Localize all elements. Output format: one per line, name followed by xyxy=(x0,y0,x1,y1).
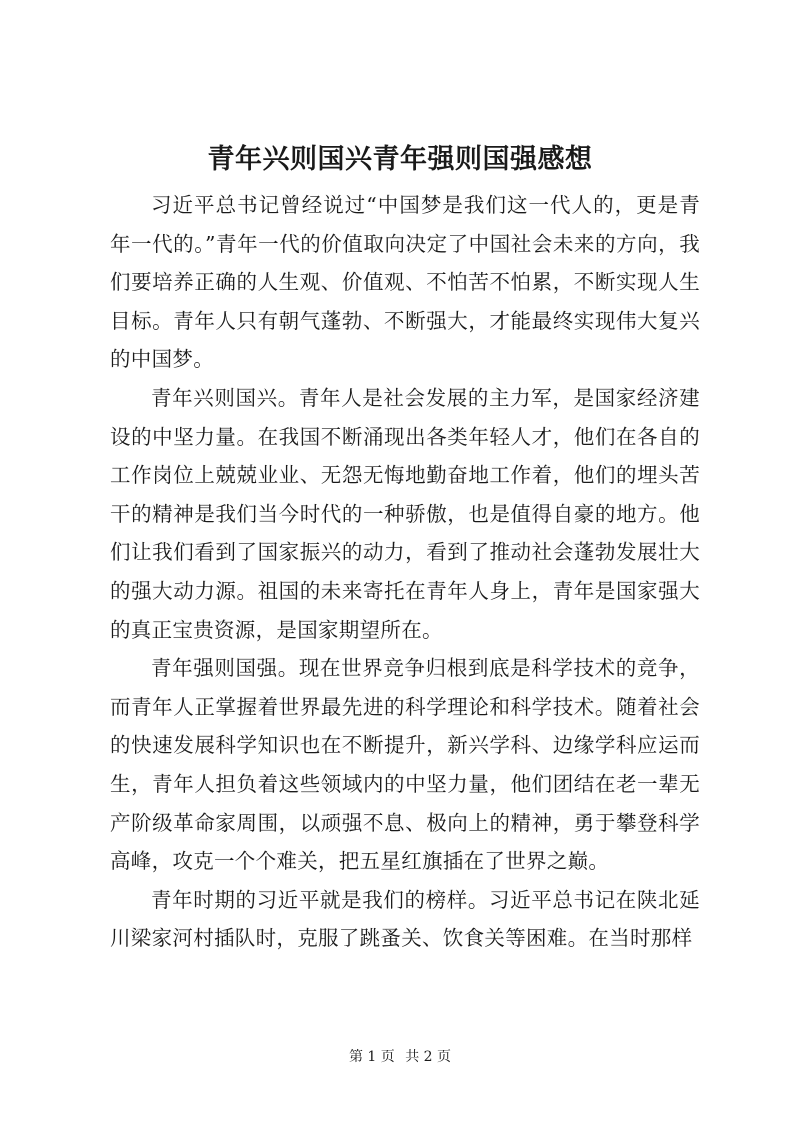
paragraph-youth-strong: 青年强则国强。现在世界竞争归根到底是科学技术的竞争，而青年人正掌握着世界最先进的科学理论和科学技术。随着社会的快速发展科学知识也在不断提升，新兴学科、边缘学科应运而生，青年人担负着这些领域内的中坚力量，他们团结在老一辈无产阶级革命家周围，以顽强不息、极向上的精神，勇于攀登科学高峰，攻克一个个难关，把五星红旗插在了世界之巅。 xyxy=(110,656,700,874)
document-title: 青年兴则国兴青年强则国强感想 xyxy=(207,144,593,175)
page-total: 共 2 页 xyxy=(405,1049,452,1065)
page-footer xyxy=(0,1047,800,1067)
paragraph-role-model: 青年时期的习近平就是我们的榜样。习近平总书记在陕北延川梁家河村插队时，克服了跳蚤关、饮食关等困难。在当时那样 xyxy=(110,887,700,951)
paragraph-intro: 习近平总书记曾经说过“中国梦是我们这一代人的，更是青年一代的。”青年一代的价值取向决定了中国社会未来的方向，我们要培养正确的人生观、价值观、不怕苦不怕累，不断实现人生目标。青年人只有朝气蓬勃、不断强大，才能最终实现伟大复兴的中国梦。 xyxy=(110,193,700,372)
document-body xyxy=(110,186,700,958)
paragraph-youth-prosper: 青年兴则国兴。青年人是社会发展的主力军，是国家经济建设的中坚力量。在我国不断涌现出各类年轻人才，他们在各自的工作岗位上兢兢业业、无怨无悔地勤奋地工作着，他们的埋头苦干的精神是我们当今时代的一种骄傲，也是值得自豪的地方。他们让我们看到了国家振兴的动力，看到了推动社会蓬勃发展壮大的强大动力源。祖国的未来寄托在青年人身上，青年是国家强大的真正宝贵资源，是国家期望所在。 xyxy=(110,385,700,642)
page-number: 第 1 页 xyxy=(348,1049,395,1065)
